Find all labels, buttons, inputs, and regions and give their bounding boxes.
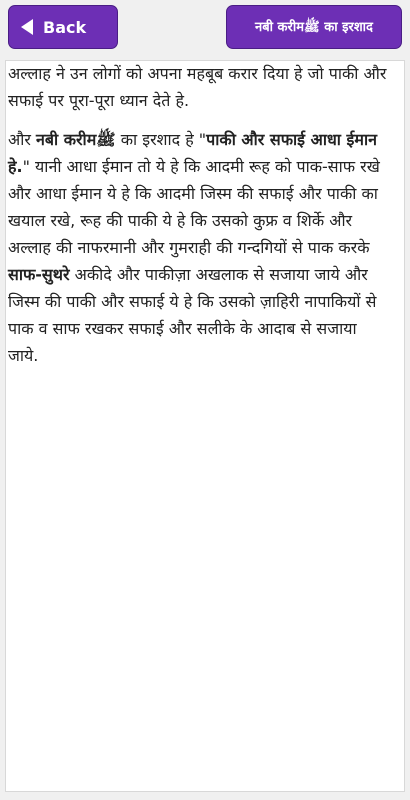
paragraph-1: अल्लाह ने उन लोगों को अपना महबूब करार दिया हे जो पाकी और सफाई पर पूरा-पूरा ध्यान देते हे. xyxy=(8,64,387,110)
text-segment: " यानी आधा ईमान तो ये हे कि आदमी रूह को पाक-साफ रखे और आधा ईमान ये हे कि आदमी जिस्म की सफाई और पाकी का खयाल रखे, रूह की पाकी ये हे कि उसको कुफ्र व शिर्के और अल्लाह की नाफरमानी और गुमराही की गन्दगियों से पाक करके xyxy=(8,157,380,257)
title-button[interactable] xyxy=(226,5,402,49)
bold-text-saaf-suthre: साफ-सुथरे xyxy=(8,265,70,284)
top-bar xyxy=(0,0,410,58)
paragraph-2 xyxy=(8,126,392,369)
bold-text-quote: पाकी और सफाई आधा ईमान हे. xyxy=(8,130,377,176)
screen-title: नबी करीमﷺ का इरशाद xyxy=(255,19,373,35)
back-label: Back xyxy=(43,17,87,37)
back-button[interactable] xyxy=(8,5,118,49)
back-arrow-icon xyxy=(21,19,33,35)
text-segment: का इरशाद हे " xyxy=(115,130,207,149)
article-content xyxy=(8,60,392,369)
text-segment: और xyxy=(8,130,36,149)
text-segment: अकीदे और पाकीज़ा अखलाक से सजाया जाये और जिस्म की पाकी और सफाई ये हे कि उसको ज़ाहिरी नापाकियों से पाक व साफ रखकर सफाई और सलीके के आदाब से सजाया जाये. xyxy=(8,265,377,365)
bold-text-nabi-karim: नबी करीमﷺ xyxy=(36,130,116,149)
